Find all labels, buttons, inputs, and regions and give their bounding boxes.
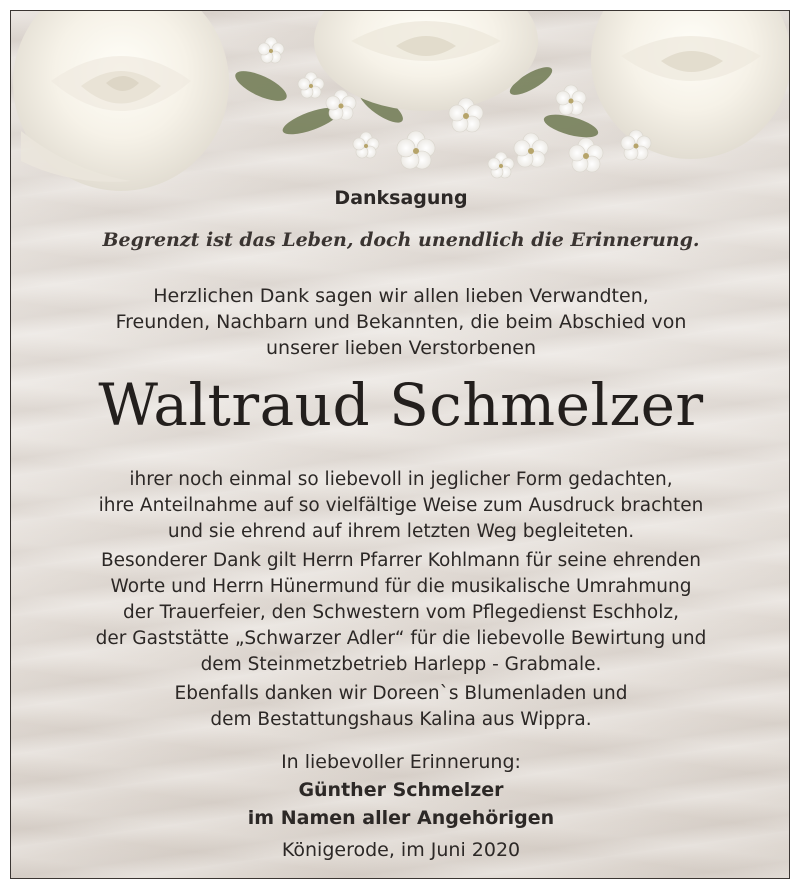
- body-line: ihrer noch einmal so liebevoll in jeglicher Form gedachten,: [129, 469, 673, 490]
- intro-line: unserer lieben Verstorbenen: [265, 337, 537, 359]
- intro-text: [11, 283, 790, 361]
- body-line: der Gaststätte „Schwarzer Adler“ für die liebevolle Bewirtung und: [95, 628, 707, 649]
- intro-line: Herzlichen Dank sagen wir allen lieben Verwandten,: [153, 285, 649, 307]
- deceased-name: Waltraud Schmelzer: [98, 371, 704, 439]
- body-line: dem Bestattungshaus Kalina aus Wippra.: [210, 709, 592, 730]
- signature-name: Günther Schmelzer: [298, 779, 504, 801]
- body-paragraph-1: [11, 467, 790, 545]
- body-text: [11, 467, 790, 736]
- body-line: der Trauerfeier, den Schwestern vom Pflegedienst Eschholz,: [123, 602, 679, 623]
- body-line: Ebenfalls danken wir Doreen`s Blumenladen und: [174, 683, 628, 704]
- body-line: und sie ehrend auf ihrem letzten Weg begleiteten.: [167, 521, 635, 542]
- roses-decoration-icon: [11, 11, 790, 196]
- obituary-card: [10, 10, 790, 879]
- signature-intro: In liebevoller Erinnerung:: [281, 751, 521, 773]
- heading: Danksagung: [334, 187, 468, 209]
- intro-line: Freunden, Nachbarn und Bekannten, die beim Abschied von: [115, 311, 687, 333]
- body-line: ihre Anteilnahme auf so vielfältige Weise zum Ausdruck brachten: [98, 495, 704, 516]
- body-line: Worte und Herrn Hünermund für die musikalische Umrahmung: [110, 576, 692, 597]
- place-date: Königerode, im Juni 2020: [281, 839, 521, 861]
- motto: Begrenzt ist das Leben, doch unendlich die Erinnerung.: [102, 229, 700, 251]
- body-line: dem Steinmetzbetrieb Harlepp - Grabmale.: [200, 654, 602, 675]
- body-paragraph-2: [11, 548, 790, 678]
- signature-family: im Namen aller Angehörigen: [247, 807, 555, 829]
- signature-block: [11, 748, 790, 832]
- body-paragraph-3: [11, 681, 790, 733]
- body-line: Besonderer Dank gilt Herrn Pfarrer Kohlmann für seine ehrenden: [100, 550, 702, 571]
